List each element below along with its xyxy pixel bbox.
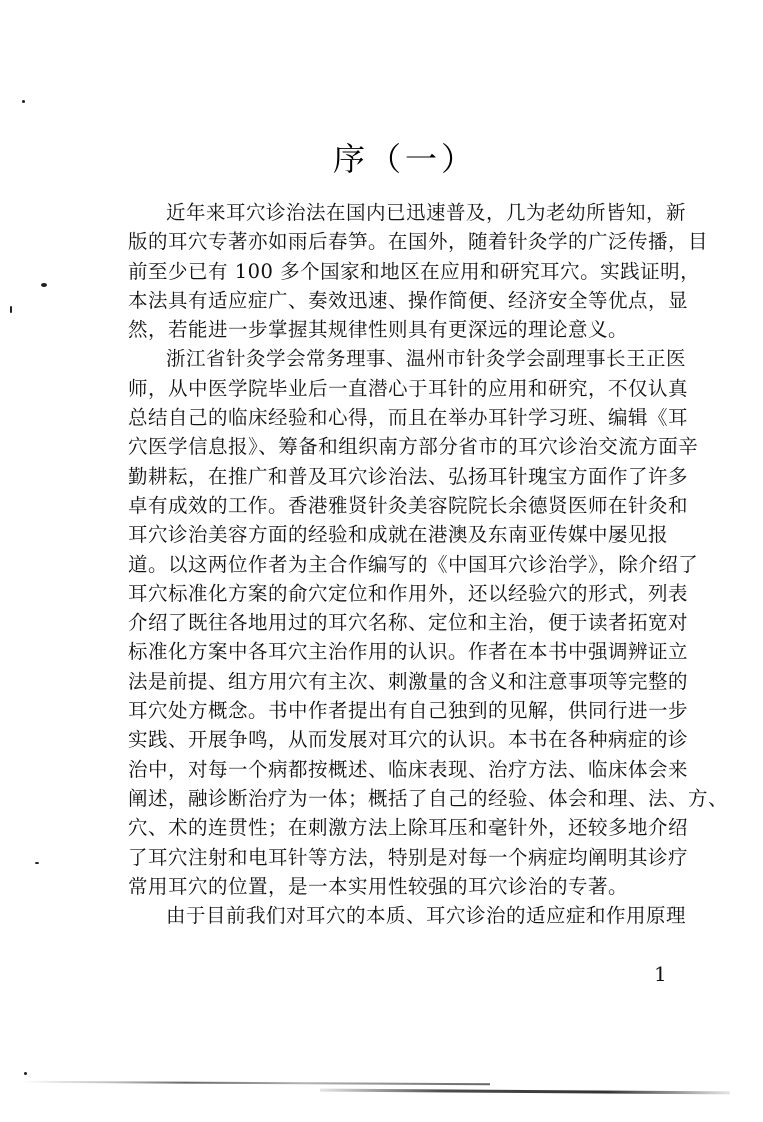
text-line: 由于目前我们对耳穴的本质、耳穴诊治的适应症和作用原理: [166, 904, 687, 928]
text-line: 治中，对每一个病都按概述、临床表现、治疗方法、临床体会来: [128, 757, 689, 781]
text-line: 标准化方案中各耳穴主治作用的认识。作者在本书中强调辨证立: [128, 640, 689, 664]
text-line: 常用耳穴的位置，是一本实用性较强的耳穴诊治的专著。: [128, 874, 629, 898]
text-line: 近年来耳穴诊治法在国内已迅速普及，几为老幼所皆知，新: [166, 201, 687, 224]
text-line: 卓有成效的工作。香港雅贤针灸美容院院长余德贤医师在针灸和: [128, 493, 689, 517]
text-line: 道。以这两位作者为主合作编写的《中国耳穴诊治学》，除介绍了: [128, 552, 699, 576]
page-number: 1: [654, 962, 667, 986]
text-line: 总结自己的临床经验和心得，而且在举办耳针学习班、编辑《耳: [128, 406, 689, 430]
text-line: 师，从中医学院毕业后一直潜心于耳针的应用和研究，不仅认真: [128, 376, 689, 400]
text-line: 本法具有适应症广、奏效迅速、操作简便、经济安全等优点，显: [128, 288, 689, 312]
text-line: 耳穴标准化方案的俞穴定位和作用外，还以经验穴的形式，列表: [128, 581, 689, 605]
text-line: 勤耕耘，在推广和普及耳穴诊治法、弘扬耳针瑰宝方面作了许多: [128, 464, 689, 488]
text-line: 然，若能进一步掌握其规律性则具有更深远的理论意义。: [128, 318, 629, 342]
text-line: 了耳穴注射和电耳针等方法，特别是对每一个病症均阐明其诊疗: [128, 845, 689, 869]
scan-edge-line: [320, 1089, 730, 1095]
text-line: 法是前提、组方用穴有主次、刺激量的含义和注意事项等完整的: [128, 669, 689, 693]
scan-speck: [35, 862, 39, 864]
page-title: 序（一）: [332, 140, 477, 178]
scan-speck: [41, 283, 47, 287]
text-line: 阐述，融诊断治疗为一体；概括了自己的经验、体会和理、法、方、: [128, 786, 729, 810]
scan-speck: [10, 306, 12, 313]
text-line: 耳穴诊治美容方面的经验和成就在港澳及东南亚传媒中屡见报: [128, 523, 669, 547]
text-line: 耳穴处方概念。书中作者提出有自己独到的见解，供同行进一步: [128, 699, 689, 723]
text-line: 浙江省针灸学会常务理事、温州市针灸学会副理事长王正医: [166, 347, 687, 371]
body-text: [128, 198, 729, 930]
scan-speck: [24, 1072, 27, 1075]
scan-edge-line: [20, 1081, 490, 1085]
text-line: 实践、开展争鸣，从而发展对耳穴的认识。本书在各种病症的诊: [128, 728, 689, 752]
scan-speck: [22, 100, 25, 103]
text-line: 版的耳穴专著亦如雨后春笋。在国外，随着针灸学的广泛传播，目: [128, 230, 709, 254]
text-line: 介绍了既往各地用过的耳穴名称、定位和主治，便于读者拓宽对: [128, 611, 689, 635]
text-line: 前至少已有 100 多个国家和地区在应用和研究耳穴。实践证明，: [128, 259, 701, 283]
text-line: 穴医学信息报》、筹备和组织南方部分省市的耳穴诊治交流方面辛: [128, 435, 699, 459]
text-line: 穴、术的连贯性；在刺激方法上除耳压和毫针外，还较多地介绍: [128, 816, 689, 840]
